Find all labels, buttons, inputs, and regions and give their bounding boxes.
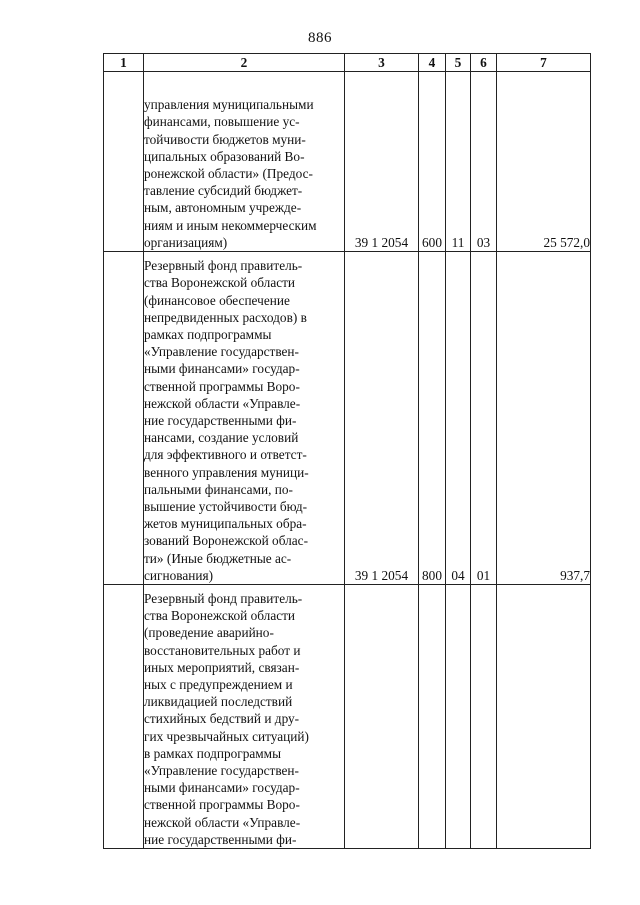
page-number: 886 bbox=[308, 30, 332, 46]
col6-cell: 01 bbox=[471, 252, 497, 585]
col5-cell: 04 bbox=[446, 252, 471, 585]
description-cell: управления муниципальными финансами, повышение ус- тойчивости бюджетов муни- ципальных образований Во- ронежской области» (Предос- тавление субсидий бюджет- ным, автономным учрежде- ниям и иным некоммерческим организациям) bbox=[144, 72, 345, 252]
header-col-5: 5 bbox=[446, 54, 471, 72]
header-col-1: 1 bbox=[104, 54, 144, 72]
col6-cell: 03 bbox=[471, 72, 497, 252]
table-row bbox=[104, 72, 591, 252]
col4-cell bbox=[419, 585, 446, 849]
col5-cell bbox=[446, 585, 471, 849]
amount-cell bbox=[497, 585, 591, 849]
col4-cell: 800 bbox=[419, 252, 446, 585]
header-col-4: 4 bbox=[419, 54, 446, 72]
col6-cell bbox=[471, 585, 497, 849]
row-index-cell bbox=[104, 585, 144, 849]
header-col-2: 2 bbox=[144, 54, 345, 72]
description-cell: Резервный фонд правитель- ства Воронежской области (проведение аварийно- восстановительных работ и иных мероприятий, связан- ных с предупреждением и ликвидацией последствий стихийных бедствий и дру- гих чрезвычайных ситуаций) в рамках подпрограммы «Управление государствен- ными финансами» государ- ственной программы Воро- нежской области «Управле- ние государственными фи- bbox=[144, 585, 345, 849]
description-cell: Резервный фонд правитель- ства Воронежской области (финансовое обеспечение непредвиденных расходов) в рамках подпрограммы «Управление государствен- ными финансами» государ- ственной программы Воро- нежской области «Управле- ние государственными фи- нансами, создание условий для эффективного и ответст- венного управления муници- пальными финансами, по- вышение устойчивости бюд- жетов муниципальных обра- зований Воронежской облас- ти» (Иные бюджетные ас- сигнования) bbox=[144, 252, 345, 585]
header-row bbox=[104, 54, 591, 72]
header-col-7: 7 bbox=[497, 54, 591, 72]
code-cell: 39 1 2054 bbox=[345, 72, 419, 252]
col5-cell: 11 bbox=[446, 72, 471, 252]
code-cell bbox=[345, 585, 419, 849]
header-col-6: 6 bbox=[471, 54, 497, 72]
table-row bbox=[104, 252, 591, 585]
amount-cell: 937,7 bbox=[497, 252, 591, 585]
row-index-cell bbox=[104, 72, 144, 252]
budget-table bbox=[103, 53, 591, 849]
amount-cell: 25 572,0 bbox=[497, 72, 591, 252]
code-cell: 39 1 2054 bbox=[345, 252, 419, 585]
row-index-cell bbox=[104, 252, 144, 585]
table-row bbox=[104, 585, 591, 849]
header-col-3: 3 bbox=[345, 54, 419, 72]
col4-cell: 600 bbox=[419, 72, 446, 252]
